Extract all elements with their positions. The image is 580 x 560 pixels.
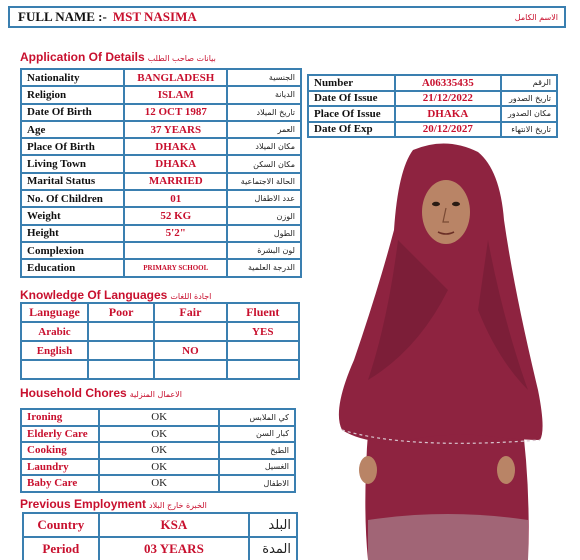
personal-label: Complexion [21, 242, 124, 259]
chores-table [20, 408, 296, 493]
employment-title [20, 497, 207, 511]
employment-arabic: المدة [249, 537, 297, 560]
personal-arabic: لون البشرة [227, 242, 301, 259]
chore-label: Cooking [21, 442, 99, 459]
personal-row [21, 121, 301, 138]
language-fluent-cell [227, 341, 299, 360]
language-fair-cell [154, 322, 226, 341]
language-fluent-cell: YES [227, 322, 299, 341]
passport-value: 21/12/2022 [395, 91, 501, 107]
passport-arabic: مكان الصدور [501, 106, 557, 122]
full-name-arabic: الاسم الكامل [514, 12, 558, 22]
application-title-ar: بيانات صاحب الطلب [147, 54, 216, 63]
personal-row [21, 104, 301, 121]
personal-arabic: الدرجة العلمية [227, 259, 301, 276]
chore-label: Ironing [21, 409, 99, 426]
passport-label: Place Of Issue [308, 106, 395, 122]
passport-row [308, 91, 557, 107]
language-fair-cell [154, 360, 226, 379]
employment-title-en: Previous Employment [20, 497, 147, 511]
personal-label: Height [21, 225, 124, 242]
chores-title-ar: الاعمال المنزلية [129, 390, 182, 399]
language-name: Arabic [21, 322, 88, 341]
language-poor-cell [88, 341, 154, 360]
languages-title [20, 288, 211, 302]
language-header: Language [21, 303, 88, 322]
chore-value: OK [99, 442, 219, 459]
language-row [21, 360, 299, 379]
personal-label: Place Of Birth [21, 138, 124, 155]
chore-row [21, 459, 295, 476]
full-name-value: MST NASIMA [112, 9, 197, 24]
language-poor-cell [88, 360, 154, 379]
personal-label: No. Of Children [21, 190, 124, 207]
passport-label: Date Of Exp [308, 122, 395, 138]
passport-arabic: تاريخ الانتهاء [501, 122, 557, 138]
language-fair-cell: NO [154, 341, 226, 360]
chore-label: Elderly Care [21, 426, 99, 443]
personal-label: Date Of Birth [21, 104, 124, 121]
fair-header: Fair [154, 303, 226, 322]
personal-label: Age [21, 121, 124, 138]
passport-arabic: تاريخ الصدور [501, 91, 557, 107]
employment-arabic: البلد [249, 513, 297, 537]
fluent-header: Fluent [227, 303, 299, 322]
personal-label: Weight [21, 207, 124, 224]
employment-label: Country [23, 513, 99, 537]
chore-value: OK [99, 475, 219, 492]
personal-row [21, 69, 301, 86]
employment-row [23, 537, 297, 560]
language-row [21, 341, 299, 360]
personal-arabic: مكان الميلاد [227, 138, 301, 155]
personal-label: Education [21, 259, 124, 276]
chore-label: Laundry [21, 459, 99, 476]
personal-value [124, 242, 227, 259]
personal-value: MARRIED [124, 173, 227, 190]
chore-value: OK [99, 426, 219, 443]
personal-value: ISLAM [124, 86, 227, 103]
chore-arabic: الغسيل [219, 459, 295, 476]
candidate-photo-svg [328, 140, 558, 560]
personal-value: DHAKA [124, 138, 227, 155]
chore-row [21, 475, 295, 492]
personal-value: 37 YEARS [124, 121, 227, 138]
full-name-label: FULL NAME :- [18, 9, 107, 24]
personal-row [21, 173, 301, 190]
application-title-en: Application Of Details [20, 50, 145, 64]
employment-row [23, 513, 297, 537]
chore-arabic: كي الملابس [219, 409, 295, 426]
passport-row [308, 122, 557, 138]
personal-row [21, 86, 301, 103]
chores-title [20, 386, 182, 400]
passport-row [308, 75, 557, 91]
personal-row [21, 259, 301, 276]
personal-arabic: مكان السكن [227, 155, 301, 172]
full-name-bar [8, 6, 566, 28]
language-name: English [21, 341, 88, 360]
languages-table [20, 302, 300, 380]
personal-label: Living Town [21, 155, 124, 172]
personal-label: Religion [21, 86, 124, 103]
chore-row [21, 409, 295, 426]
candidate-photo [328, 140, 558, 560]
personal-arabic: الوزن [227, 207, 301, 224]
passport-value: 20/12/2027 [395, 122, 501, 138]
languages-header-row [21, 303, 299, 322]
personal-arabic: الجنسية [227, 69, 301, 86]
language-poor-cell [88, 322, 154, 341]
passport-value: DHAKA [395, 106, 501, 122]
employment-title-ar: الخبرة خارج البلاد [149, 501, 207, 510]
language-row [21, 322, 299, 341]
personal-details-table [20, 68, 302, 278]
personal-row [21, 138, 301, 155]
application-title [20, 50, 216, 64]
personal-value: BANGLADESH [124, 69, 227, 86]
passport-table [307, 74, 558, 138]
passport-value: A06335435 [395, 75, 501, 91]
chore-value: OK [99, 409, 219, 426]
personal-row [21, 242, 301, 259]
personal-row [21, 207, 301, 224]
personal-row [21, 190, 301, 207]
passport-row [308, 106, 557, 122]
employment-label: Period [23, 537, 99, 560]
chore-value: OK [99, 459, 219, 476]
languages-title-en: Knowledge Of Languages [20, 288, 168, 302]
personal-row [21, 155, 301, 172]
personal-value: 52 KG [124, 207, 227, 224]
personal-row [21, 225, 301, 242]
personal-value: 5'2" [124, 225, 227, 242]
passport-label: Date Of Issue [308, 91, 395, 107]
languages-title-ar: اجادة اللغات [170, 292, 212, 301]
chores-title-en: Household Chores [20, 386, 127, 400]
personal-arabic: عدد الاطفال [227, 190, 301, 207]
personal-value: 01 [124, 190, 227, 207]
personal-arabic: الديانة [227, 86, 301, 103]
personal-arabic: تاريخ الميلاد [227, 104, 301, 121]
personal-label: Nationality [21, 69, 124, 86]
personal-value: DHAKA [124, 155, 227, 172]
chore-arabic: الاطفال [219, 475, 295, 492]
employment-value: KSA [99, 513, 249, 537]
personal-value: PRIMARY SCHOOL [124, 259, 227, 276]
chore-arabic: كبار السن [219, 426, 295, 443]
personal-value: 12 OCT 1987 [124, 104, 227, 121]
chore-arabic: الطبخ [219, 442, 295, 459]
employment-table [22, 512, 298, 560]
passport-label: Number [308, 75, 395, 91]
language-name [21, 360, 88, 379]
personal-label: Marital Status [21, 173, 124, 190]
chore-row [21, 426, 295, 443]
poor-header: Poor [88, 303, 154, 322]
employment-value: 03 YEARS [99, 537, 249, 560]
personal-arabic: العمر [227, 121, 301, 138]
chore-label: Baby Care [21, 475, 99, 492]
chore-row [21, 442, 295, 459]
personal-arabic: الطول [227, 225, 301, 242]
personal-arabic: الحالة الاجتماعية [227, 173, 301, 190]
passport-arabic: الرقم [501, 75, 557, 91]
language-fluent-cell [227, 360, 299, 379]
